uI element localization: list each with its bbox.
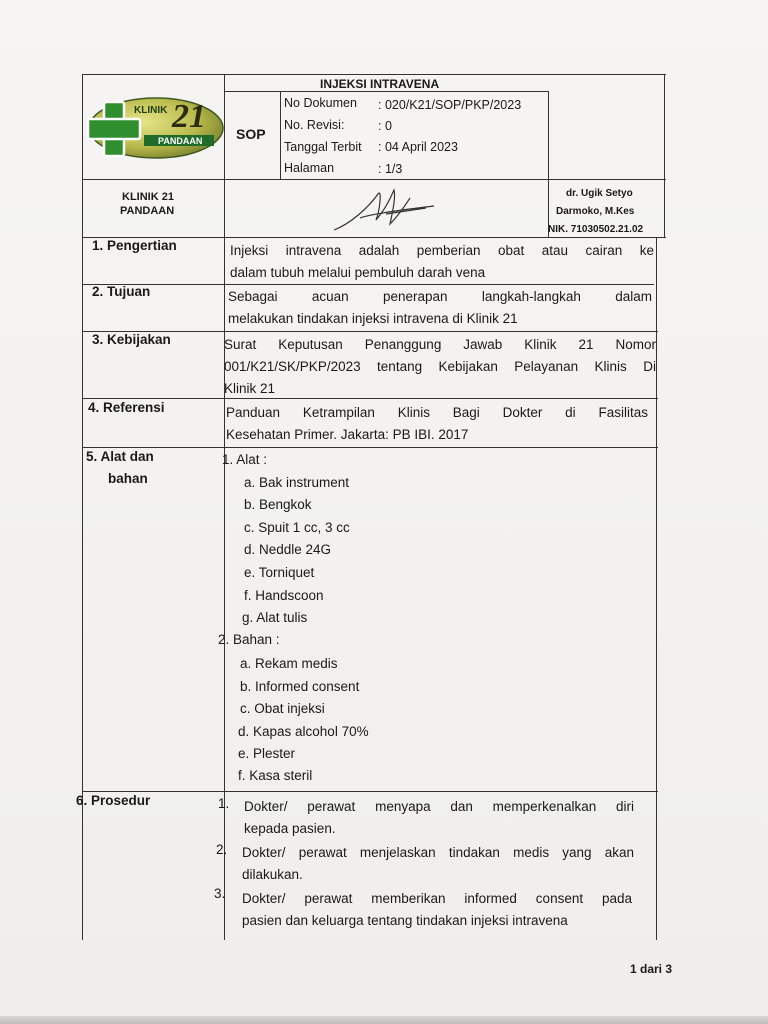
table-top-border xyxy=(82,74,666,75)
list-item: c. Spuit 1 cc, 3 cc xyxy=(244,520,350,535)
text-line: kepada pasien. xyxy=(244,821,336,836)
list-item: b. Bengkok xyxy=(244,497,312,512)
logo-brand-top: KLINIK xyxy=(134,105,168,116)
step-text xyxy=(242,888,632,932)
list-item: f. Kasa steril xyxy=(238,768,313,783)
list-item: b. Informed consent xyxy=(240,679,360,694)
alat-heading: 1. Alat : xyxy=(222,452,268,467)
list-item: d. Kapas alcohol 70% xyxy=(238,724,369,739)
body-right-border xyxy=(656,237,657,940)
field-value: : 1/3 xyxy=(378,162,403,176)
text-line: Dokter/ perawat menyapa dan memperkenalkan diri xyxy=(244,799,634,814)
text-line: Injeksi intravena adalah pemberian obat atau cairan ke xyxy=(230,243,654,258)
section-label-alat-bahan: 5. Alat dan xyxy=(86,449,154,464)
logo-brand-bottom: PANDAAN xyxy=(158,136,203,146)
row-divider-5 xyxy=(82,447,658,448)
signer-nik: NIK. 71030502.21.02 xyxy=(548,224,644,235)
step-number: 3. xyxy=(214,886,226,901)
step-number: 2. xyxy=(216,842,228,857)
row-divider-6 xyxy=(82,791,658,792)
clinic-logo xyxy=(86,92,224,162)
step-text xyxy=(244,796,634,840)
text-line: melakukan tindakan injeksi intravena di Klinik 21 xyxy=(228,311,518,326)
field-label: Tanggal Terbit xyxy=(284,140,362,154)
section-label-pengertian: 1. Pengertian xyxy=(92,238,177,253)
section-body-kebijakan xyxy=(224,334,656,400)
section-body-referensi xyxy=(226,402,648,446)
bahan-heading: 2. Bahan : xyxy=(218,632,280,647)
signature-image xyxy=(330,184,440,236)
field-value: : 0 xyxy=(378,119,392,133)
clinic-name-line2: PANDAAN xyxy=(120,205,175,217)
field-value: : 020/K21/SOP/PKP/2023 xyxy=(378,98,522,112)
section-label-tujuan: 2. Tujuan xyxy=(92,284,151,299)
list-item: g. Alat tulis xyxy=(242,610,308,625)
list-item: d. Neddle 24G xyxy=(244,542,332,557)
scan-bottom-edge xyxy=(0,1016,768,1024)
signer-name-line1: dr. Ugik Setyo xyxy=(566,188,633,199)
list-item: e. Torniquet xyxy=(244,565,315,580)
list-item: a. Rekam medis xyxy=(240,656,338,671)
row-divider-2 xyxy=(82,284,654,285)
list-item: c. Obat injeksi xyxy=(240,701,325,716)
text-line: dilakukan. xyxy=(242,867,303,882)
field-label: No Dokumen xyxy=(284,96,357,110)
text-line: 001/K21/SK/PKP/2023 tentang Kebijakan Pelayanan Klinis Di xyxy=(224,359,656,374)
list-item: e. Plester xyxy=(238,746,296,761)
text-line: Klinik 21 xyxy=(224,381,276,396)
logo-brand-number: 21 xyxy=(172,98,206,135)
page-number: 1 dari 3 xyxy=(630,962,673,976)
header-divider xyxy=(82,179,666,180)
text-line: Kesehatan Primer. Jakarta: PB IBI. 2017 xyxy=(226,427,469,442)
text-line: Dokter/ perawat menjelaskan tindakan medis yang akan xyxy=(242,845,634,860)
clinic-name-line1: KLINIK 21 xyxy=(122,191,174,203)
sop-label: SOP xyxy=(236,126,266,142)
list-item: f. Handscoon xyxy=(244,588,324,603)
section-body-pengertian xyxy=(230,240,654,284)
list-item: a. Bak instrument xyxy=(244,475,350,490)
text-line: Dokter/ perawat memberikan informed consent pada xyxy=(242,891,632,906)
sop-column-border xyxy=(280,91,281,179)
fields-column-border xyxy=(548,91,549,237)
section-label-referensi: 4. Referensi xyxy=(88,400,165,415)
section-label-prosedur: 6. Prosedur xyxy=(76,793,151,808)
signer-name-line2: Darmoko, M.Kes xyxy=(556,206,635,217)
section-label-alat-bahan-cont: bahan xyxy=(108,471,148,486)
field-label: Halaman xyxy=(284,161,335,175)
header-right-border xyxy=(664,74,665,237)
text-line: pasien dan keluarga tentang tindakan injeksi intravena xyxy=(242,913,568,928)
text-line: Panduan Ketrampilan Klinis Bagi Dokter di Fasilitas xyxy=(226,405,648,420)
text-line: dalam tubuh melalui pembuluh darah vena xyxy=(230,265,486,280)
section-label-kebijakan: 3. Kebijakan xyxy=(92,332,171,347)
field-value: : 04 April 2023 xyxy=(378,140,458,154)
document-title: INJEKSI INTRAVENA xyxy=(320,77,440,91)
field-label: No. Revisi: xyxy=(284,118,345,132)
table-left-border xyxy=(82,74,83,940)
text-line: Sebagai acuan penerapan langkah-langkah dalam xyxy=(228,289,652,304)
section-body-tujuan xyxy=(228,286,652,330)
text-line: Surat Keputusan Penanggung Jawab Klinik 21 Nomor xyxy=(224,337,656,352)
step-text xyxy=(242,842,634,886)
step-number: 1. xyxy=(218,796,230,811)
title-underline xyxy=(224,91,548,92)
